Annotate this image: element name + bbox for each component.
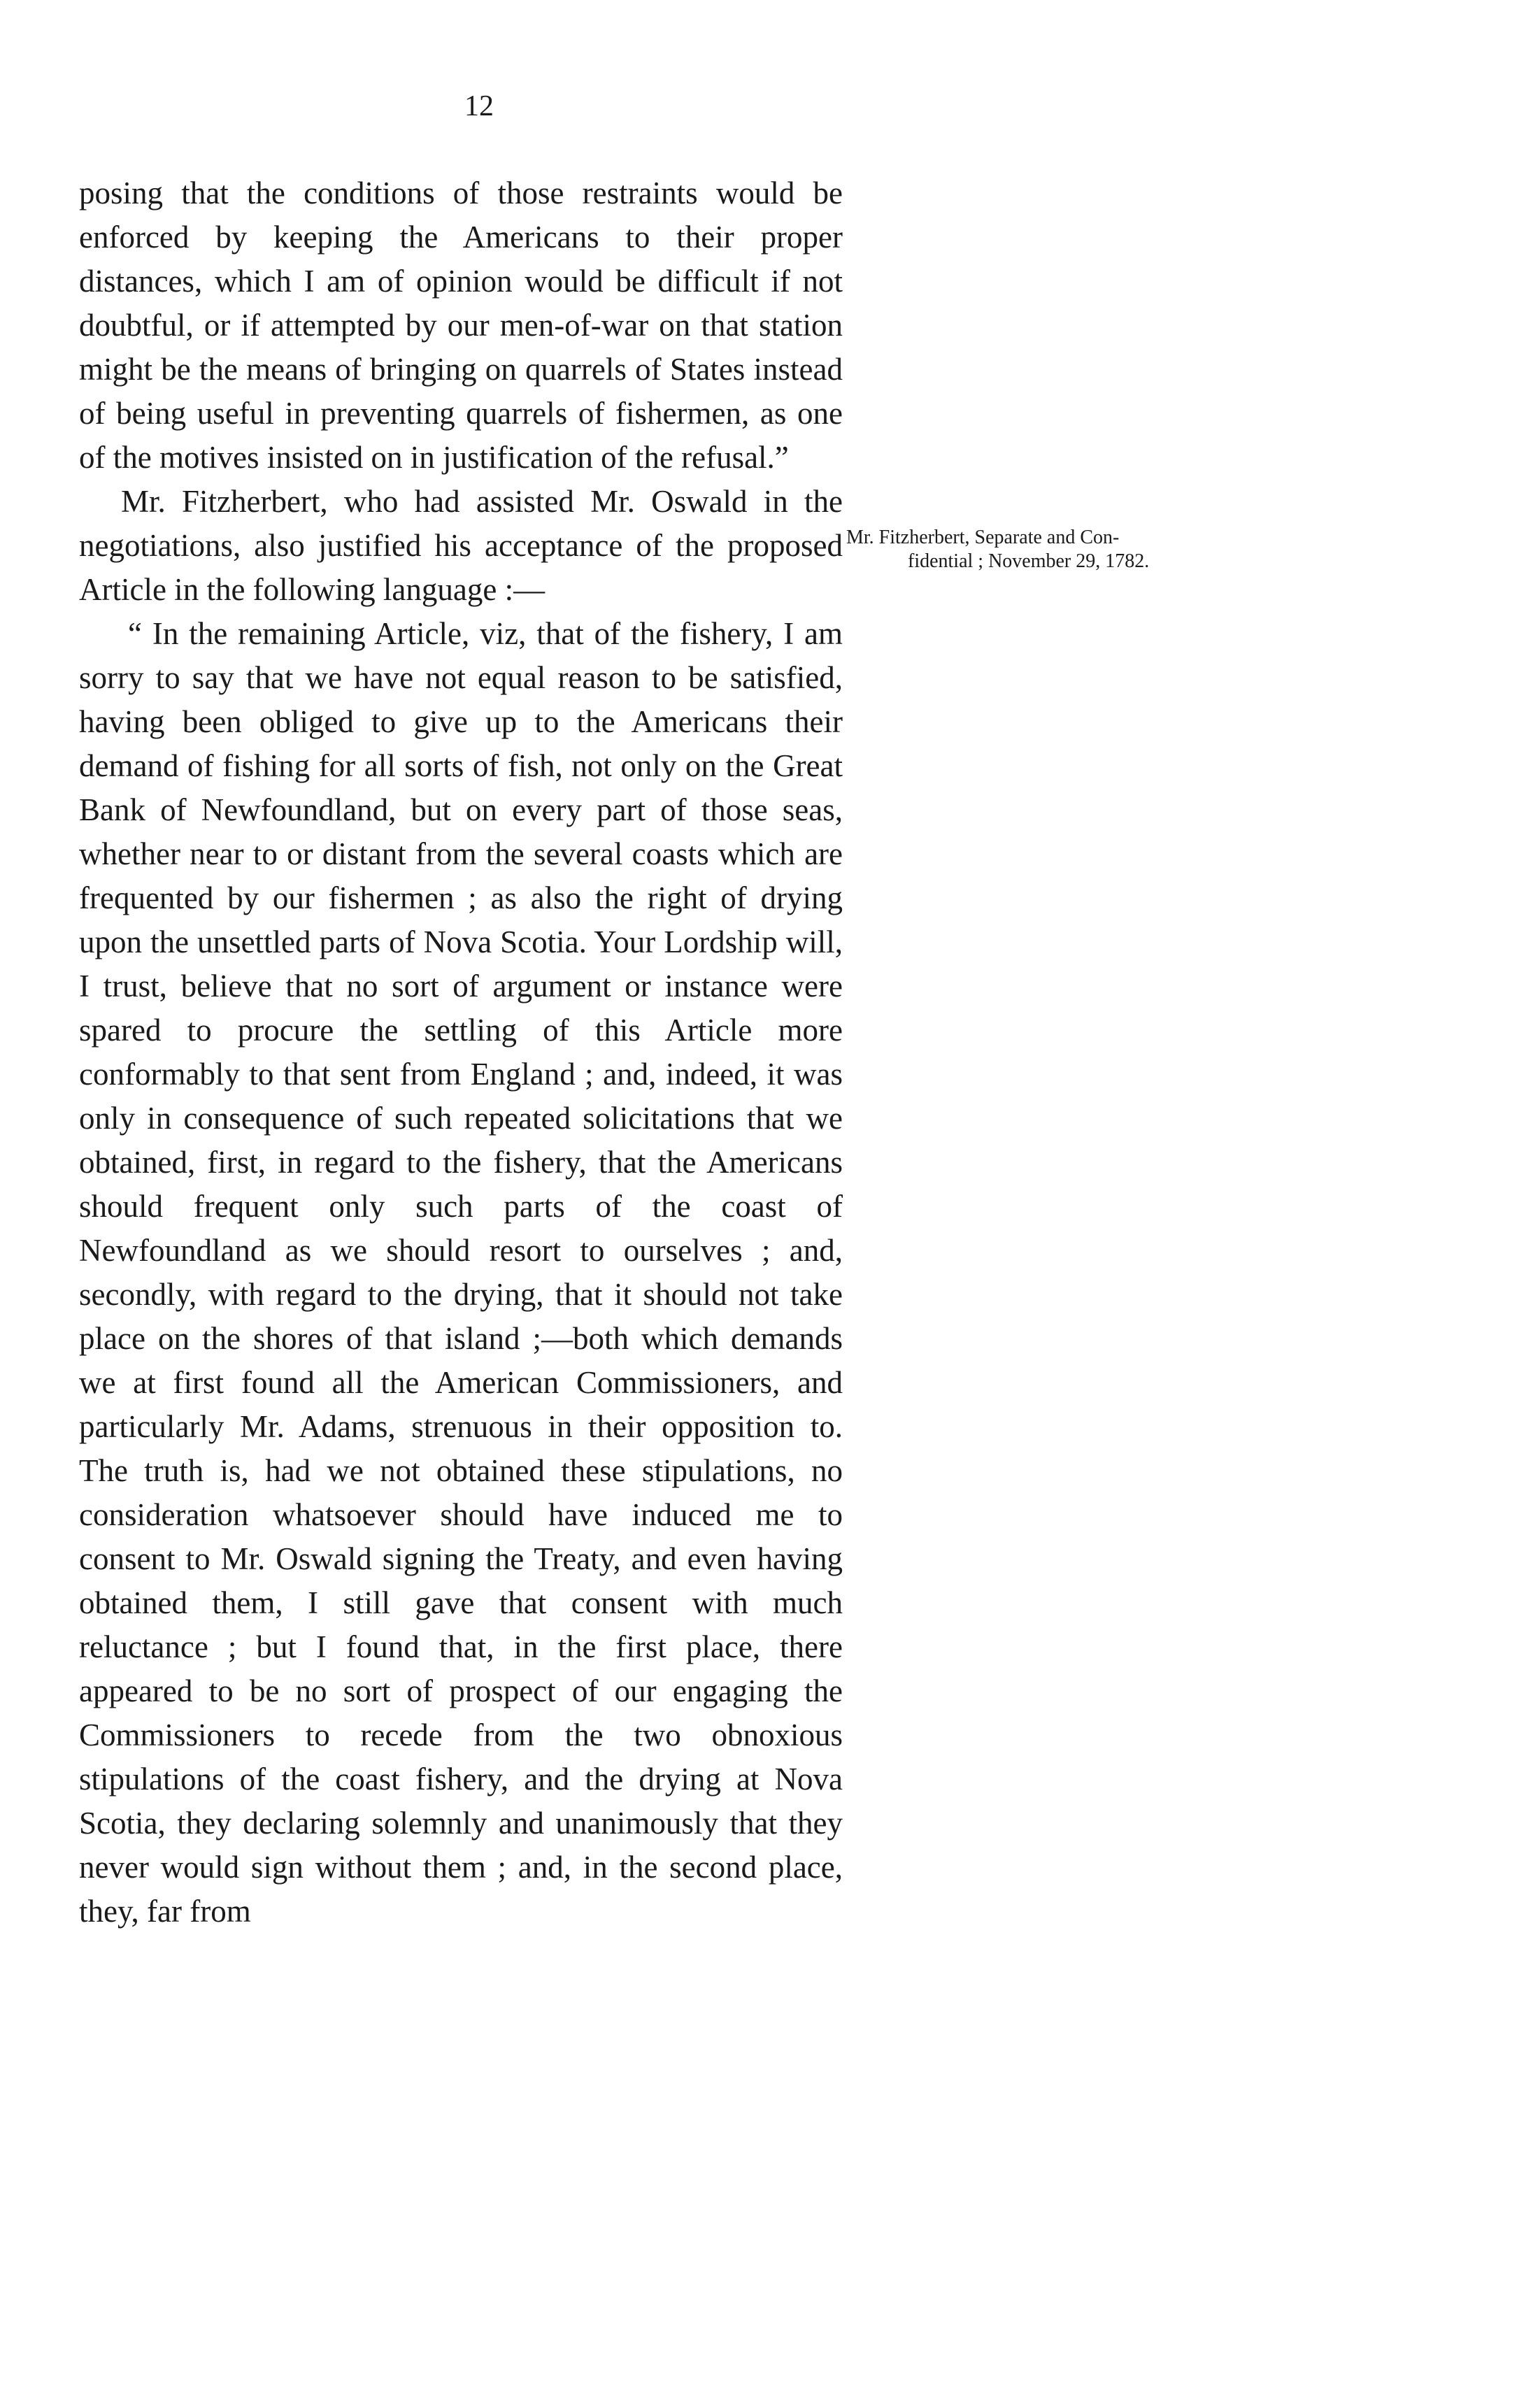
page-number: 12 <box>464 90 494 122</box>
paragraph-fitzherbert-quote: “ In the remaining Article, viz, that of the fishery, I am sorry to say that we have not equal reason to be satisfied, having been obliged to give up to the Americans their demand of fishing for all sorts of fish, not only on the Great Bank of Newfoundland, but on every part of those seas, whether near to or distant from the several coasts which are frequented by our fishermen ; as also the right of drying upon the unsettled parts of Nova Scotia. Your Lordship will, I trust, believe that no sort of argument or instance were spared to procure the settling of this Article more conformably to that sent from England ; and, indeed, it was only in consequence of such repeated solicitations that we obtained, first, in regard to the fishery, that the Americans should frequent only such parts of the coast of Newfoundland as we should resort to ourselves ; and, secondly, with regard to the drying, that it should not take place on the shores of that island ;—both which demands we at first found all the American Commissioners, and particularly Mr. Adams, strenuous in their opposition to. The truth is, had we not obtained these stipulations, no consideration whatsoever should have induced me to consent to Mr. Oswald signing the Treaty, and even having obtained them, I still gave that consent with much reluctance ; but I found that, in the first place, there appeared to be no sort of prospect of our engaging the Commissioners to recede from the two obnoxious stipulations of the coast fishery, and the drying at Nova Scotia, they declaring solemnly and unanimously that they never would sign without them ; and, in the second place, they, far from <box>79 616 843 1929</box>
margin-note <box>846 526 1252 573</box>
margin-note-line-1: Mr. Fitzherbert, Separate and Con- <box>846 527 1120 548</box>
main-text-column <box>79 171 843 1934</box>
paragraph-continuation: posing that the conditions of those restraints would be enforced by keeping the Americans to their proper distances, which I am of opinion would be difficult if not doubtful, or if attempted by our men-of-war on that station might be the means of bringing on quarrels of States instead of being useful in preventing quarrels of fishermen, as one of the motives insisted on in justification of the refusal.” <box>79 176 843 475</box>
paragraph-fitzherbert-intro: Mr. Fitzherbert, who had assisted Mr. Oswald in the negotiations, also justified his acceptance of the proposed Article in the following language :— <box>79 484 843 607</box>
margin-note-line-2: fidential ; November 29, 1782. <box>908 550 1150 572</box>
